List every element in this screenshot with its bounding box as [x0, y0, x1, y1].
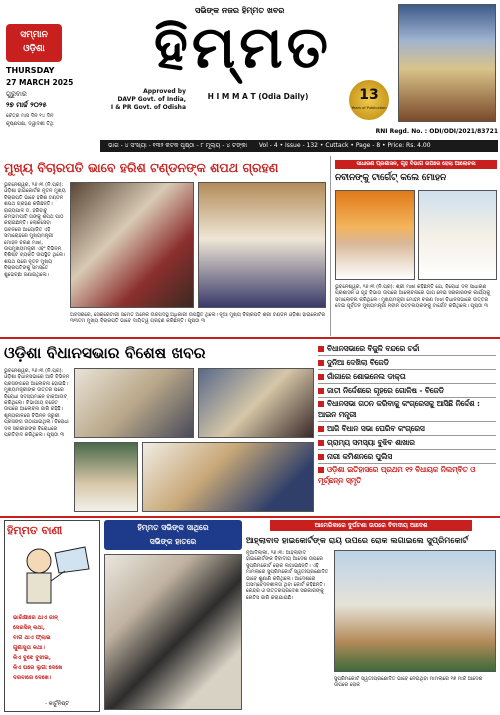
side-photo-naveen [418, 190, 497, 280]
assembly-photo-2 [198, 368, 314, 438]
cartoon-box [4, 520, 100, 712]
side-kicker: ସାଧାରଣ ପ୍ରଶାସନ, ଗୃହ ବିଭାଗ ଉପରେ ହେଲା ଆଲୋଚନା [335, 160, 497, 169]
side-photo-majhi [335, 190, 415, 280]
title-en-sub: (Odia Daily) [258, 92, 309, 101]
bullet-marker-icon [318, 388, 324, 394]
bullet-marker-icon [318, 374, 324, 380]
sc-story [246, 520, 496, 712]
side-headline[interactable]: ନବୀନଙ୍କୁ ଟାର୍ଗେଟ୍ କଲେ ମୋହନ [335, 173, 447, 183]
bullet-marker-icon [318, 426, 324, 432]
title-odia: ହିମ୍ମତ [154, 13, 332, 81]
issue-info-english: Vol - 4 • Issue - 132 • Cuttack • Page - 8 • Price: Rs. 4.00 [258, 142, 431, 149]
day-en: THURSDAY [6, 66, 55, 75]
assembly-item-3[interactable] [318, 370, 496, 384]
bullet-marker-icon [318, 440, 324, 446]
assembly-headline-list [318, 342, 496, 512]
sc-photo-building [334, 550, 496, 672]
lead-photo-oath [70, 182, 194, 308]
anniversary-badge [349, 80, 389, 120]
issue-info-odia: ଭାଗ - ୪ ସଂଖ୍ୟା - ୧୩୨ କଟକ ପୃଷ୍ଠା - ୮ ମୂଲ୍ୟ - ୪ ଟଙ୍କା [108, 142, 247, 149]
assembly-headline[interactable]: ଓଡ଼ିଶା ବିଧାନସଭାର ବିଶେଷ ଖବର [4, 344, 206, 362]
assembly-photo-4 [142, 442, 314, 512]
masthead [0, 0, 500, 152]
cartoon-figure-icon [9, 543, 95, 609]
assembly-item-9[interactable] [318, 464, 496, 488]
cartoon-line: କିଏ ବୁଝେ ବୁଝାଇ, [13, 655, 52, 661]
bullet-marker-icon [318, 360, 324, 366]
assembly-item-label: ଗାଁଗାରେ ଶୋଭନେଲ ଡାକ୍ତା [327, 372, 406, 381]
cartoon-line: ଗୁଣାସୁତା କଥା। [13, 645, 45, 651]
approved-line-2: DAVP Govt. of India, [117, 96, 186, 103]
section-divider-1 [0, 337, 500, 339]
assembly-item-1[interactable] [318, 342, 496, 356]
day-or: ଗୁରୁବାର [6, 90, 27, 98]
date-en: 27 MARCH 2025 [6, 78, 74, 87]
badge-line-2: ଓଡ଼ିଶା [23, 44, 45, 54]
assembly-item-label: ଦୁନିଆ ଦେଖିଲା ବିଜେଡି [327, 358, 389, 367]
assembly-item-label: ବିଧାନସଭା ଗଠନ କରିବାକୁ କଂଗ୍ରେସକୁ ଆସିଛି ନିର୍ଦ୍ଦେଶ : ଆଇନ ମନ୍ତ୍ରୀ [318, 399, 480, 419]
anniversary-number: 13 [359, 87, 379, 103]
assembly-photo-3 [74, 442, 138, 512]
cartoon-line: ସେରସିନ୍ କଥା, [13, 625, 45, 631]
sc-kicker: ଆମେରିକାରେ ଦୁର୍ଘଟଣା ଉପରେ ବିବାଦୀୟ ଆଦେଶ [270, 520, 472, 531]
photo-story [104, 520, 242, 712]
lead-body: ଭୁବନେଶ୍ୱର, ୨୬।୩ (ନି.ପ୍ର): ଓଡ଼ିଶା ହାଇକୋର୍ଟର ନୂତନ ମୁଖ୍ୟ ବିଚାରପତି ଭାବେ ହରିଶ ଟଣ୍ଡନ ଶପଥ ଗ୍ରହଣ କରିଛନ୍ତି। ରାଜ୍ୟପାଳ ଡ. ହରିବାବୁ କମ୍ଭମପାଟି ତାଙ୍କୁ ଶପଥ ପାଠ କରାଇଛନ୍ତି। ଲୋକସେବା ଭବନରେ ଆୟୋଜିତ ଏହି ସମାରୋହରେ ମୁଖ୍ୟମନ୍ତ୍ରୀ ମୋହନ ଚରଣ ମାଝୀ, ଉପମୁଖ୍ୟମନ୍ତ୍ରୀ ଏବଂ ବିଭିନ୍ନ ବିଶିଷ୍ଟ ବ୍ୟକ୍ତି ଉପସ୍ଥିତ ଥିଲେ। ଶପଥ ପରେ ନୂତନ ମୁଖ୍ୟ ବିଚାରପତିଙ୍କୁ ସମସ୍ତେ ଶୁଭେଚ୍ଛା ଜଣାଇଥିଲେ। [4, 182, 66, 278]
side-body: ଭୁବନେଶ୍ୱର, ୨୬।୩ (ନି.ପ୍ର): ଶ୍ରୀ ମାଝୀ କହିଛନ୍ତି ଯେ, ବିରୋଧୀ ଦଳ ସାଧାରଣ ପ୍ରଶାସନ ଓ ଗୃହ ବିଭାଗ ଉପରେ ଆଲୋଚନାରେ ଭାଗ ନେଇ ସରକାରଙ୍କ କାର୍ଯ୍ୟକୁ ସମାଲୋଚନା କରିଥିଲେ। ମୁଖ୍ୟମନ୍ତ୍ରୀ ମୋହନ ଚରଣ ମାଝୀ ବିଧାନସଭାରେ ଉତ୍ତର ଦେଇ ପୂର୍ବତନ ମୁଖ୍ୟମନ୍ତ୍ରୀ ନବୀନ ପଟ୍ଟନାୟକଙ୍କୁ ଟାର୍ଗେଟ କରିଥିଲେ। ପୃଷ୍ଠା ୩ [335, 284, 491, 310]
sammana-badge [6, 24, 62, 62]
assembly-item-2[interactable] [318, 356, 496, 370]
badge-line-1: ସମ୍ମାନ [20, 30, 48, 40]
bullet-marker-icon [318, 346, 324, 352]
assembly-photo-1 [74, 368, 194, 438]
assembly-item-7[interactable] [318, 436, 496, 450]
bullet-marker-icon [318, 467, 324, 473]
photo-story-title-1: ହିମ୍ମତ ସଭିଙ୍କ ସାଥିରେ [137, 523, 209, 532]
cartoon-line: କିଏ ଘରେ ଲୁଗା ଦେଖେ [13, 665, 63, 671]
side-story [330, 156, 500, 336]
cartoon-signature: - କାର୍ଟୁନିଷ୍ଟ [45, 701, 70, 707]
assembly-item-label: ଗ୍ରାମ୍ୟ ସମସ୍ୟା ବୁଝିବ ଶାଖାର [327, 438, 415, 447]
section-divider-2 [0, 516, 500, 518]
assembly-body: ଭୁବନେଶ୍ୱର, ୨୬।୩ (ନି.ପ୍ର): ଓଡ଼ିଶା ବିଧାନସଭାରେ ଆଜି ବିଭିନ୍ନ ପ୍ରସଙ୍ଗରେ ଆଲୋଚନା ହୋଇଛି। ମୁଖ୍ୟମନ୍ତ୍ରୀଙ୍କ ଉତ୍ତର ପରେ ବିରୋଧୀ ସଦସ୍ୟମାନେ ବାକ୍‌ଆଉଟ୍ କରିଥିଲେ। ବିଭାଗୀୟ ବଜେଟ ଉପରେ ଆଲୋଚନା ଜାରି ରହିଛି। ଶୂନ୍ୟକାଳରେ ବିଭିନ୍ନ ଜରୁରୀ ପ୍ରସଙ୍ଗ ଉଠାଯାଇଥିଲା। ବିରୋଧୀ ଦଳ ସରକାରଙ୍କ ବିରୋଧରେ ପ୍ରତିବାଦ କରିଥିଲେ। ପୃଷ୍ଠା ୩ [4, 368, 70, 439]
assembly-item-8[interactable] [318, 450, 496, 464]
issue-info-bar [100, 140, 498, 152]
lunar-line-1: ଚୈତ୍ର ମାସ ଦିନ ୧୪ ଦିନ [6, 113, 54, 119]
lead-photo-stage [198, 182, 326, 308]
temple-photo [398, 4, 496, 122]
title-english [188, 92, 328, 101]
lead-story [0, 156, 330, 336]
cartoon-line: ବାଗ ଥାଏ ଫ୍ଲାଇ [13, 635, 51, 641]
date-or: ୨୭ ମାର୍ଚ୍ଚ ୨୦୨୫ [6, 101, 47, 109]
assembly-item-6[interactable] [318, 422, 496, 436]
assembly-item-label: ଆଜି ବିଧାନ ସଭା ଘେରିବ କଂଗ୍ରେସ [327, 424, 425, 433]
cartoon-drawing [9, 543, 95, 609]
cartoon-title: ହିମ୍ମତ ବାଣୀ [7, 524, 63, 537]
title-en-main: H I M M A T [207, 92, 256, 101]
approved-block [100, 88, 186, 112]
approved-line-1: Approved by [143, 88, 186, 95]
photo-story-title-box [104, 520, 242, 550]
cartoon-verse [13, 613, 97, 683]
photo-story-image [104, 554, 242, 710]
sc-caption: ସୁପ୍ରିମକୋର୍ଟ ସ୍ୱତଃପ୍ରଣୋଦିତ ଭାବେ ନେଇଥିବା ମାମଲାରେ ୧୭ ମାର୍ଚ୍ଚ ଆଦେଶ ଉପରେ ରୋକ [334, 676, 483, 689]
assembly-item-label: ନାରୀ କମିଶନରେ ପୁଲିସ [327, 452, 393, 461]
assembly-item-label: ଓଡ଼ିଶା ଇତିହାସରେ ପ୍ରଥମ ୧୨ ବିଧାୟକ ନିଲମ୍ବିତ ଓ ମୂର୍ଚ୍ଛନ୍ନ ସ୍ମୃତି [318, 465, 476, 485]
bullet-marker-icon [318, 401, 324, 407]
photo-story-title-2: ସଭିଙ୍କ ହାତରେ [149, 537, 197, 546]
sc-headline[interactable]: ଆହ୍ଲାବାଦ ହାଇକୋର୍ଟଙ୍କ ରାୟ ଉପରେ ରୋକ ଲଗାଇଲେ ସୁପ୍ରିମକୋର୍ଟ [246, 535, 469, 545]
lead-headline[interactable]: ମୁଖ୍ୟ ବିଚାରପତି ଭାବେ ହରିଶ ଟଣ୍ଡନଙ୍କ ଶପଥ ଗ୍ରହଣ [4, 160, 279, 175]
bullet-marker-icon [318, 454, 324, 460]
cartoon-line: ଦରବାରେ ଦେଖେ। [13, 675, 52, 681]
sc-body: ନୂଆଦିଲ୍ଲୀ, ୨୬।୩: ଆହ୍ଲାବାଦ ହାଇକୋର୍ଟଙ୍କ ବିବାଦୀୟ ଆଦେଶ ଉପରେ ସୁପ୍ରିମକୋର୍ଟ ରୋକ ଲଗାଇଛନ୍ତି। ଏହି ମାମଲାରେ ସୁପ୍ରିମକୋର୍ଟ ସ୍ୱତଃପ୍ରଣୋଦିତ ଭାବେ ଶୁଣାଣି କରିଥିଲେ। ଆଦେଶରେ ଅସମ୍ବେଦନଶୀଳତା ଥିବା କୋର୍ଟ କହିଛନ୍ତି। କେନ୍ଦ୍ର ଓ ଉତ୍ତରପ୍ରଦେଶ ସରକାରଙ୍କୁ ନୋଟିସ ଜାରି କରାଯାଇଛି। [246, 550, 329, 601]
assembly-item-label: ବିଧାନସଭାରେ ବିଜୁଳି ବନ୍ଦରେ ଚର୍ଚ୍ଚା [327, 344, 420, 353]
anniversary-text: Years of Publication [351, 106, 387, 110]
lunar-line-2: କୃଷ୍ଣପକ୍ଷ, ଦ୍ୱାଦଶୀ ତିଥି [6, 121, 54, 127]
assembly-section [0, 340, 500, 514]
rni-number: RNI Regd. No. : ODI/ODI/2021/83721 [375, 128, 498, 135]
assembly-item-4[interactable] [318, 384, 496, 398]
cartoon-line: ଭାରିକ୍ଷୀରେ ଥାଏ ଜାନ୍ [13, 615, 58, 621]
assembly-item-label: ଜାତୀ ନିର୍ଦ୍ଦେଶରେ ଗୃହରେ ଗୋଳିଷ - ବିଜେଡି [327, 386, 444, 395]
tagline: ସଭିଙ୍କ ନଜର ହିମ୍ମତ ଖବର [195, 6, 285, 15]
lead-body-continued: ଅବସରରେ, ସେକ୍ରେଟାରୀ ସମେତ ଅନେକ ଉଚ୍ଚପଦସ୍ଥ ଅଧିକାରୀ ଉପସ୍ଥିତ ଥିଲେ। ନୂଆ ମୁଖ୍ୟ ବିଚାରପତି ଶ୍ରୀ ଟଣ୍ଡନ ଓଡ଼ିଶା ହାଇକୋର୍ଟର ୩୩ତମ ମୁଖ୍ୟ ବିଚାରପତି ଭାବେ ଦାୟିତ୍ୱ ଗ୍ରହଣ କରିଛନ୍ତି। ପୃଷ୍ଠା ୩ [70, 312, 326, 325]
approved-line-3: I & PR Govt. of Odisha [110, 104, 186, 111]
assembly-item-5[interactable] [318, 398, 496, 422]
